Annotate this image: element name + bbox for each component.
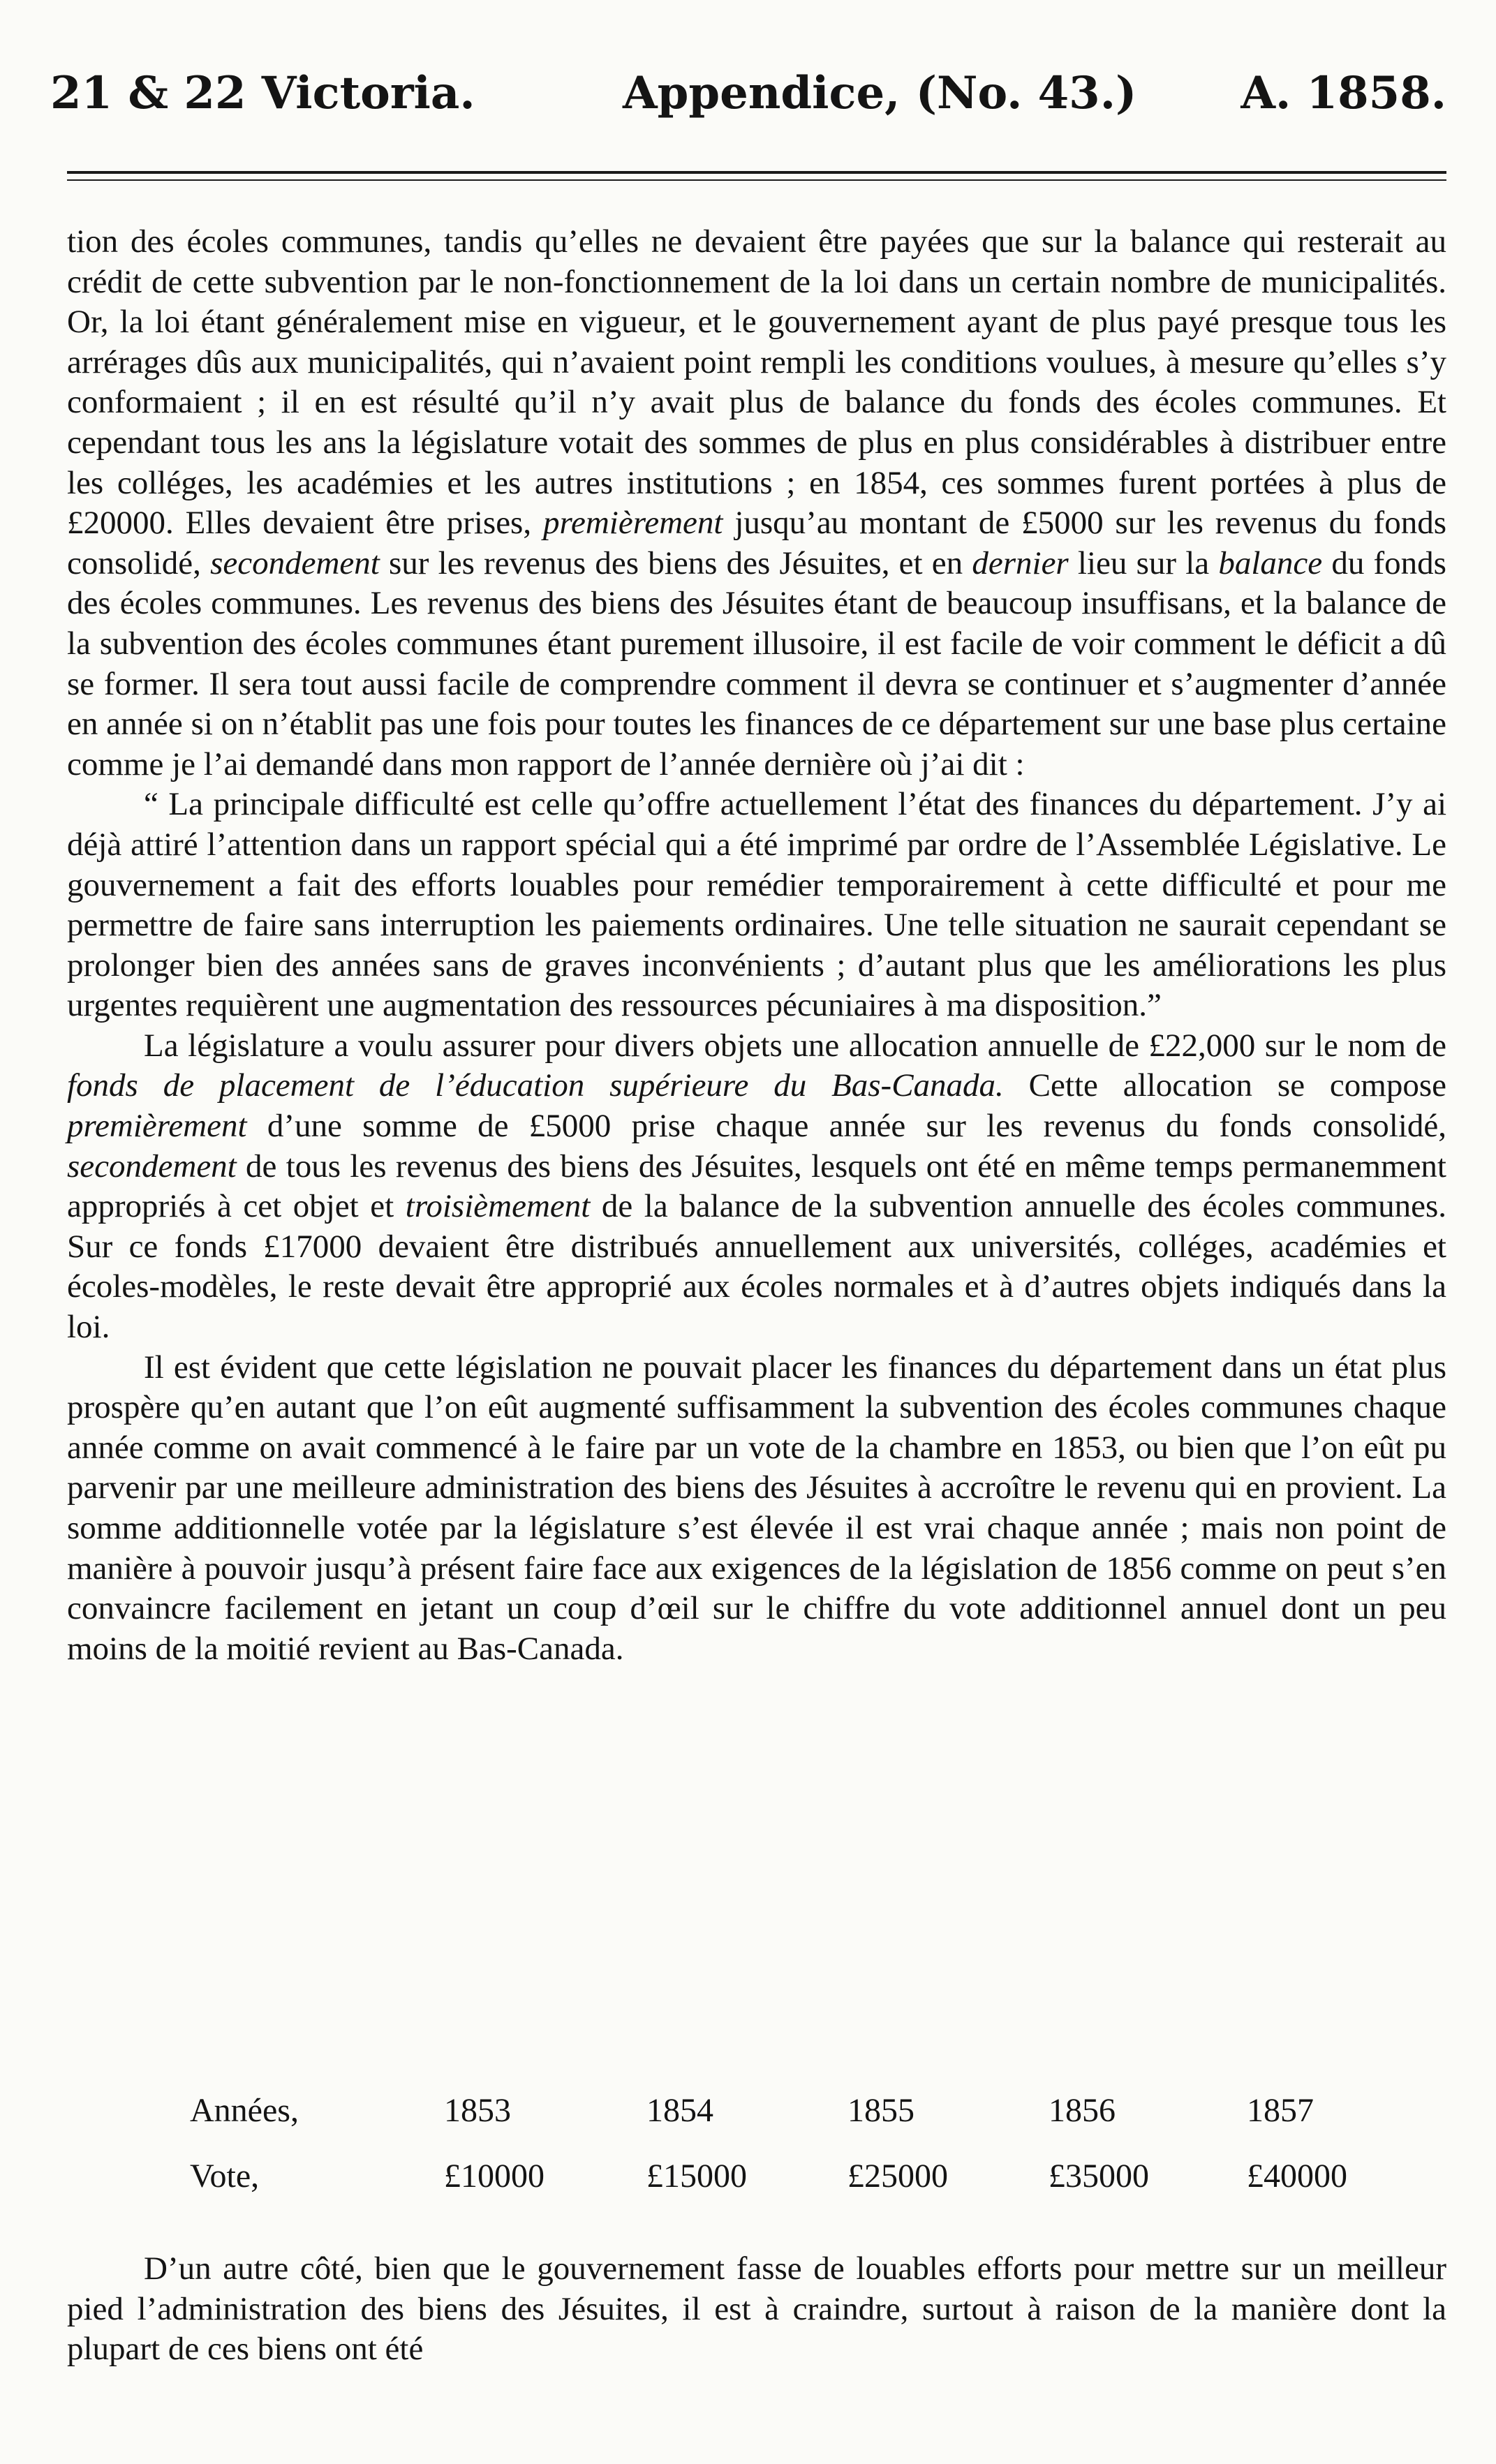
italic-text: premièrement xyxy=(67,1108,247,1145)
row-label-annees: Années, xyxy=(190,2092,299,2129)
text-run: La législature a voulu assurer pour divers objets une allocation annuelle de £22,000 sur le nom de xyxy=(144,1027,1446,1064)
italic-text: troisièmement xyxy=(405,1188,591,1225)
italic-text: dernier xyxy=(972,544,1069,581)
year-cell: 1853 xyxy=(444,2092,511,2129)
vote-cell: £40000 xyxy=(1247,2158,1347,2195)
year-cell: 1856 xyxy=(1049,2092,1116,2129)
italic-text: fonds de placement de l’éducation supérieure du Bas-Canada. xyxy=(67,1067,1004,1104)
italic-text: premièrement xyxy=(542,505,723,542)
vote-cell: £15000 xyxy=(646,2158,747,2195)
closing-paragraph xyxy=(67,2249,1446,2370)
vote-cell: £25000 xyxy=(847,2158,948,2195)
text-run: sur les revenus des biens des Jésuites, et en xyxy=(379,544,972,581)
vote-table xyxy=(67,2091,1446,2222)
paragraph: D’un autre côté, bien que le gouvernement fasse de louables efforts pour mettre sur un meilleur pied l’administration des biens des Jésuites, il est à craindre, surtout à raison de la manière dont la plupart de ces biens ont été xyxy=(67,2250,1446,2368)
text-run: “ La principale difficulté est celle qu’offre actuellement l’état des finances du département. J’y ai déjà attiré l’attention dans un rapport spécial qui a été imprimé par ordre de l’Assemblée Législative. Le gouvernement a fait des efforts louables pour remédier temporairement à cette difficulté et pour me permettre de faire sans interruption les paiements ordinaires. Une telle situation ne saurait cependant se prolonger bien des années sans de graves inconvénients ; d’autant plus que les améliorations les plus urgentes requièrent une augmentation des ressources pécuniaires à ma disposition.” xyxy=(67,786,1446,1024)
body-text xyxy=(67,222,1446,1669)
year-cell: 1855 xyxy=(847,2092,914,2129)
year-cell: 1854 xyxy=(646,2092,713,2129)
header-rule-thin xyxy=(67,179,1446,181)
italic-text: balance xyxy=(1218,544,1323,581)
vote-cell: £35000 xyxy=(1049,2158,1149,2195)
header-year: A. 1858. xyxy=(1241,67,1446,119)
paragraph xyxy=(67,785,1446,1026)
text-run: tion des écoles communes, tandis qu’elles ne devaient être payées que sur la balance qui resterait au crédit de cette subvention par le non-fonctionnement de la loi dans un certain nombre de municipalités. Or, la loi étant généralement mise en vigueur, et le gouvernement ayant de plus payé presque tous les arrérages dûs aux municipalités, qui n’avaient point rempli les conditions voulues, à mesure qu’elles s’y conformaient ; il en est résulté qu’il n’y avait plus de balance du fonds des écoles communes. Et cependant tous les ans la législature votait des sommes de plus en plus considérables à distribuer entre les colléges, les académies et les autres institutions ; en 1854, ces sommes furent portées à plus de £20000. Elles devaient être prises, xyxy=(67,223,1446,542)
table-row-years xyxy=(67,2091,1446,2157)
text-run: Il est évident que cette législation ne pouvait placer les finances du département dans un état plus prospère qu’en autant que l’on eût augmenté suffisamment la subvention des écoles communes chaque année comme on avait commencé à le faire par un vote de la chambre en 1853, ou bien que l’on eût pu parvenir par une meilleure administration des biens des Jésuites à accroître le revenu qui en provient. La somme additionnelle votée par la législature s’est élevée il est vrai chaque année ; mais non point de manière à pouvoir jusqu’à présent faire face aux exigences de la législation de 1856 comme on peut s’en convaincre facilement en jetant un coup d’œil sur le chiffre du vote additionnel annuel dont un peu moins de la moitié revient au Bas-Canada. xyxy=(67,1349,1446,1667)
row-label-vote: Vote, xyxy=(190,2158,260,2195)
text-run: de la balance de la subvention annuelle des écoles communes. Sur ce fonds £17000 devaient être distribués annuellement aux universités, colléges, académies et écoles-modèles, le reste devait être approprié aux écoles normales et à d’autres objets indiqués dans la loi. xyxy=(67,1188,1446,1346)
paragraph xyxy=(67,1348,1446,1670)
text-run: de tous les revenus des biens des Jésuites, lesquels ont été en même temps permanemment appropriés à cet objet et xyxy=(67,1148,1446,1225)
header-session: 21 & 22 Victoria. xyxy=(50,67,475,119)
paragraph xyxy=(67,1026,1446,1348)
header-appendix: Appendice, (No. 43.) xyxy=(623,67,1137,119)
header-rule-thick xyxy=(67,171,1446,174)
text-run: du fonds des écoles communes. Les revenus des biens des Jésuites étant de beaucoup insuffisans, et la balance de la subvention des écoles communes étant purement illusoire, il est facile de voir comment le déficit a dû se former. Il sera tout aussi facile de comprendre comment il devra se continuer et s’augmenter d’année en année si on n’établit pas une fois pour toutes les finances de ce département sur une base plus certaine comme je l’ai demandé dans mon rapport de l’année dernière où j’ai dit : xyxy=(67,544,1446,782)
table-row-votes xyxy=(67,2157,1446,2222)
vote-cell: £10000 xyxy=(444,2158,545,2195)
year-cell: 1857 xyxy=(1247,2092,1314,2129)
italic-text: secondement xyxy=(67,1148,237,1185)
text-run: lieu sur la xyxy=(1068,544,1219,581)
running-header xyxy=(50,67,1446,130)
italic-text: secondement xyxy=(210,544,380,581)
text-run: Cette allocation se compose xyxy=(1003,1067,1446,1104)
paragraph xyxy=(67,222,1446,785)
text-run: jusqu’au montant de £5000 sur les revenus du fonds consolidé, xyxy=(67,505,1447,581)
text-run: d’une somme de £5000 prise chaque année sur les revenus du fonds consolidé, xyxy=(246,1108,1446,1145)
